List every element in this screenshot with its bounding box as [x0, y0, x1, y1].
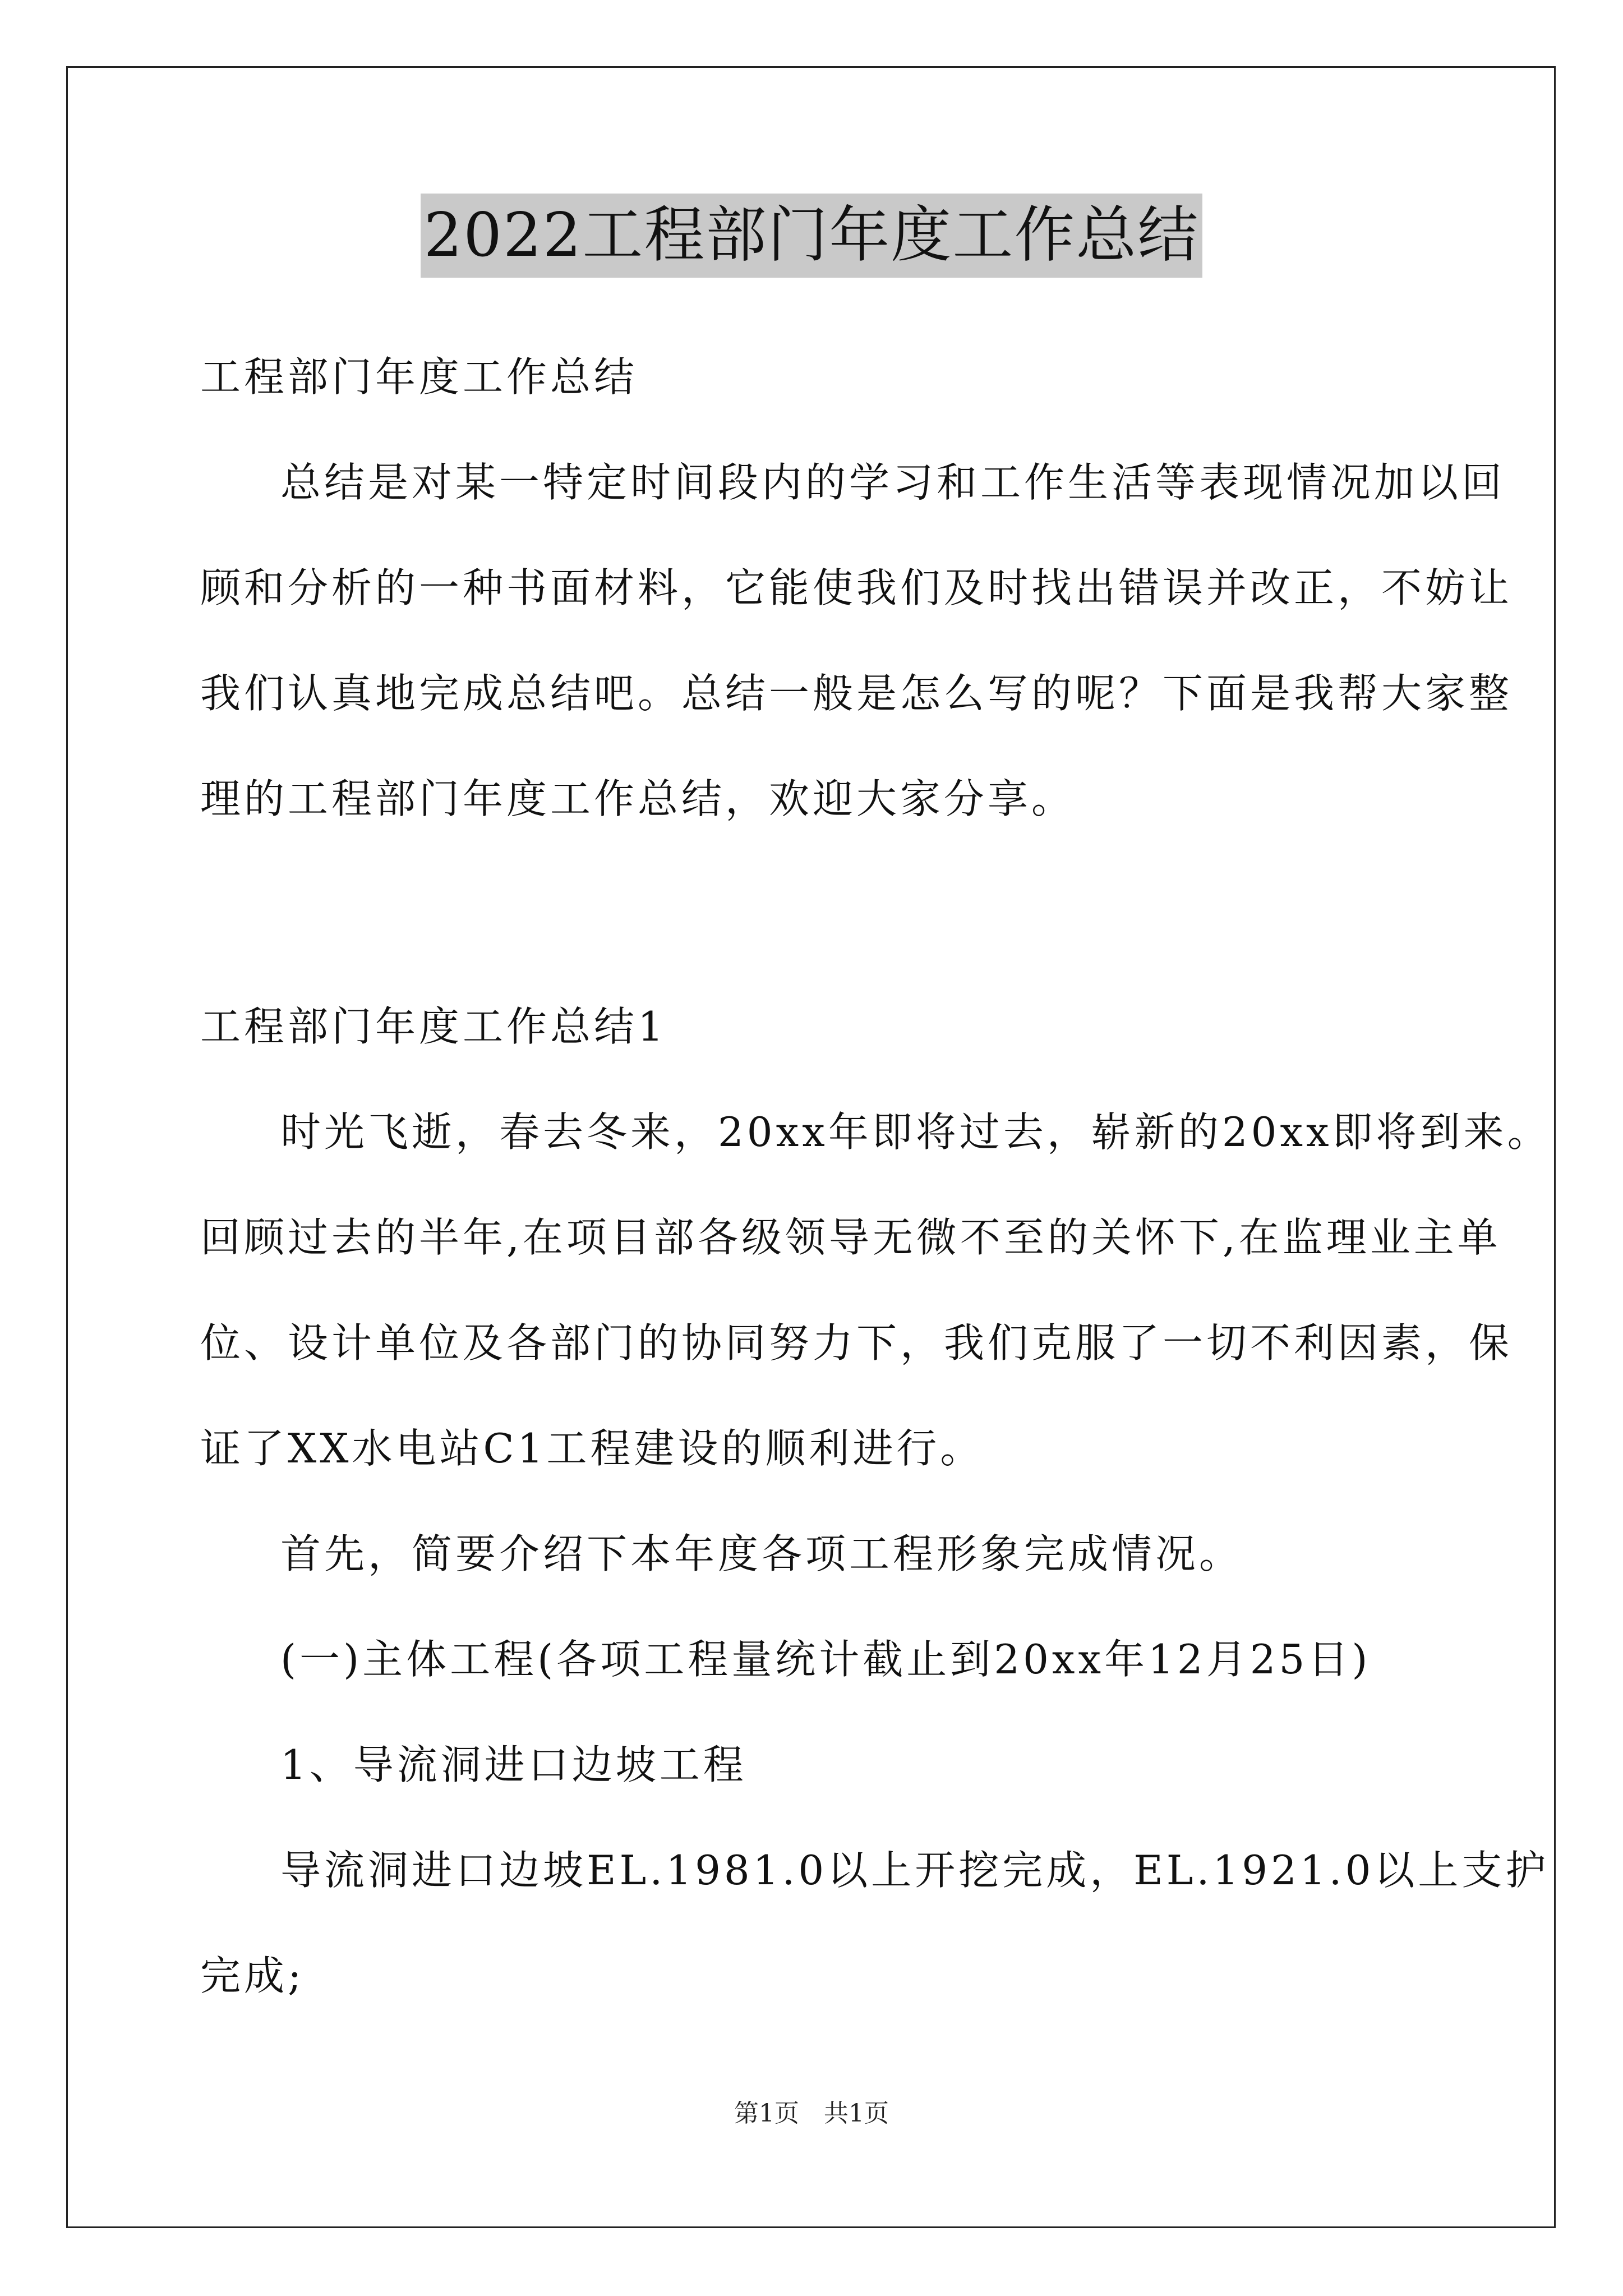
- paragraph-line: 导流洞进口边坡EL.1981.0以上开挖完成，EL.1921.0以上支护: [280, 1847, 1550, 1894]
- paragraph-line: 我们认真地完成总结吧。总结一般是怎么写的呢？下面是我帮大家整: [200, 670, 1513, 717]
- subtitle-line: 工程部门年度工作总结: [200, 353, 638, 401]
- paragraph-line: 总结是对某一特定时间段内的学习和工作生活等表现情况加以回: [280, 459, 1506, 506]
- paragraph-line: 证了XX水电站C1工程建设的顺利进行。: [200, 1425, 984, 1472]
- paragraph-line: 位、设计单位及各部门的协同努力下，我们克服了一切不利因素，保: [200, 1319, 1513, 1366]
- title-container: [0, 194, 1623, 278]
- paragraph-line: 完成;: [200, 1952, 305, 1999]
- paragraph-line: 首先，简要介绍下本年度各项工程形象完成情况。: [280, 1530, 1243, 1577]
- section-heading: 工程部门年度工作总结1: [200, 1003, 667, 1050]
- document-title: 2022工程部门年度工作总结: [421, 194, 1203, 278]
- paragraph-line: 顾和分析的一种书面材料，它能使我们及时找出错误并改正，不妨让: [200, 564, 1513, 611]
- paragraph-line: 理的工程部门年度工作总结，欢迎大家分享。: [200, 775, 1076, 822]
- page-number-footer: 第1页 共1页: [734, 2099, 889, 2128]
- paragraph-line: (一)主体工程(各项工程量统计截止到20xx年12月25日): [280, 1636, 1371, 1683]
- paragraph-line: 1、导流洞进口边坡工程: [280, 1741, 747, 1788]
- paragraph-line: 时光飞逝，春去冬来，20xx年即将过去，崭新的20xx即将到来。: [280, 1108, 1551, 1156]
- paragraph-line: 回顾过去的半年,在项目部各级领导无微不至的关怀下,在监理业主单: [200, 1214, 1501, 1261]
